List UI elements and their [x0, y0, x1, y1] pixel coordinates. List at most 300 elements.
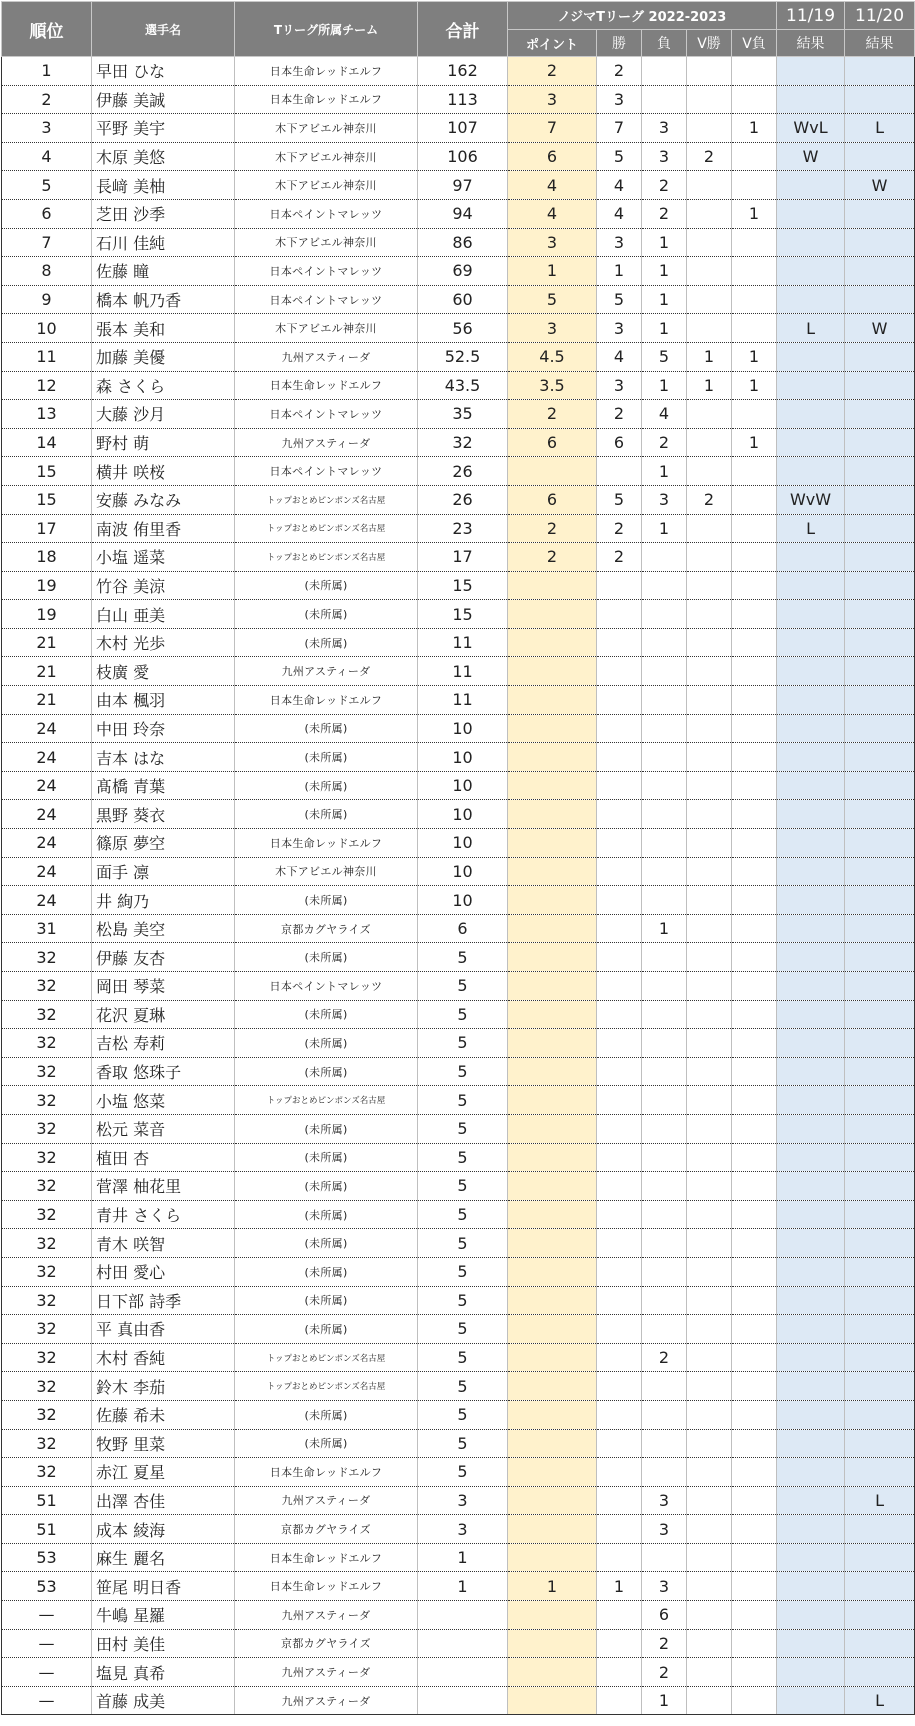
table-row [2, 428, 915, 457]
points-cell [508, 1029, 597, 1058]
total-cell: 56 [418, 314, 508, 343]
table-row [2, 543, 915, 572]
rank-cell: 24 [2, 800, 92, 829]
v-losses-cell [732, 1172, 777, 1201]
result-1119-cell [777, 972, 845, 1001]
points-cell: 4 [508, 171, 597, 200]
losses-cell [642, 1200, 687, 1229]
v-losses-cell [732, 1000, 777, 1029]
wins-cell [597, 800, 642, 829]
wins-cell [597, 857, 642, 886]
result-1120-cell [845, 1057, 915, 1086]
team-name: トップおとめピンポンズ名古屋 [235, 543, 418, 572]
team-name: 京都カグヤライズ [235, 1515, 418, 1544]
table-row [2, 1658, 915, 1687]
result-1119-cell [777, 285, 845, 314]
team-name: (未所属) [235, 1057, 418, 1086]
points-cell [508, 1286, 597, 1315]
wins-cell [597, 1601, 642, 1630]
result-1119-cell [777, 943, 845, 972]
player-name: 枝廣 愛 [92, 657, 235, 686]
wins-cell [597, 943, 642, 972]
v-wins-cell [687, 1601, 732, 1630]
player-name: 青井 さくら [92, 1200, 235, 1229]
points-cell: 4 [508, 199, 597, 228]
losses-cell: 1 [642, 457, 687, 486]
total-cell: 17 [418, 543, 508, 572]
result-1120-cell [845, 771, 915, 800]
table-row [2, 171, 915, 200]
player-name: 吉松 寿莉 [92, 1029, 235, 1058]
v-wins-cell: 1 [687, 342, 732, 371]
table-row [2, 1601, 915, 1630]
losses-cell: 1 [642, 914, 687, 943]
team-name: 日本ペイントマレッツ [235, 199, 418, 228]
total-cell: 35 [418, 400, 508, 429]
result-1119-cell [777, 1315, 845, 1344]
rank-cell: 32 [2, 1229, 92, 1258]
points-cell [508, 886, 597, 915]
player-name: 佐藤 瞳 [92, 257, 235, 286]
team-name: (未所属) [235, 1229, 418, 1258]
rank-cell: 32 [2, 1286, 92, 1315]
points-cell [508, 1343, 597, 1372]
losses-cell [642, 1057, 687, 1086]
losses-cell [642, 972, 687, 1001]
v-losses-cell [732, 657, 777, 686]
team-name: 日本生命レッドエルフ [235, 57, 418, 86]
v-wins-cell [687, 57, 732, 86]
losses-cell [642, 1143, 687, 1172]
v-wins-cell [687, 1315, 732, 1344]
points-cell: 6 [508, 485, 597, 514]
result-1120-cell [845, 400, 915, 429]
points-cell [508, 571, 597, 600]
points-cell: 6 [508, 142, 597, 171]
points-cell: 2 [508, 400, 597, 429]
table-row [2, 571, 915, 600]
v-wins-cell [687, 1515, 732, 1544]
points-cell [508, 1114, 597, 1143]
header-losses: 負 [642, 30, 687, 57]
v-losses-cell [732, 228, 777, 257]
result-1119-cell [777, 199, 845, 228]
v-losses-cell [732, 514, 777, 543]
result-1120-cell [845, 514, 915, 543]
losses-cell: 3 [642, 1515, 687, 1544]
v-wins-cell [687, 1343, 732, 1372]
wins-cell [597, 1515, 642, 1544]
points-cell [508, 1686, 597, 1715]
v-wins-cell [687, 1429, 732, 1458]
total-cell: 10 [418, 743, 508, 772]
total-cell: 10 [418, 886, 508, 915]
wins-cell [597, 1086, 642, 1115]
losses-cell: 5 [642, 342, 687, 371]
result-1119-cell [777, 1629, 845, 1658]
player-name: 塩見 真希 [92, 1658, 235, 1687]
total-cell: 10 [418, 771, 508, 800]
losses-cell [642, 1229, 687, 1258]
result-1120-cell [845, 428, 915, 457]
table-row [2, 1429, 915, 1458]
v-losses-cell [732, 714, 777, 743]
table-row [2, 771, 915, 800]
v-losses-cell [732, 257, 777, 286]
wins-cell [597, 914, 642, 943]
player-name: 伊藤 友杏 [92, 943, 235, 972]
points-cell [508, 1057, 597, 1086]
player-name: 面手 凛 [92, 857, 235, 886]
v-wins-cell [687, 199, 732, 228]
losses-cell: 2 [642, 1343, 687, 1372]
table-row [2, 857, 915, 886]
total-cell [418, 1658, 508, 1687]
team-name: 九州アスティーダ [235, 1601, 418, 1630]
wins-cell [597, 1372, 642, 1401]
player-name: 平 真由香 [92, 1315, 235, 1344]
result-1120-cell [845, 228, 915, 257]
losses-cell [642, 1257, 687, 1286]
wins-cell: 3 [597, 228, 642, 257]
wins-cell: 1 [597, 257, 642, 286]
result-1119-cell: L [777, 514, 845, 543]
header-rank: 順位 [2, 2, 92, 57]
losses-cell [642, 1286, 687, 1315]
rank-cell: 51 [2, 1486, 92, 1515]
table-row [2, 1372, 915, 1401]
wins-cell [597, 771, 642, 800]
result-1120-cell: W [845, 171, 915, 200]
player-name: 木村 光歩 [92, 628, 235, 657]
total-cell: 5 [418, 943, 508, 972]
player-name: 松元 菜音 [92, 1114, 235, 1143]
total-cell: 1 [418, 1572, 508, 1601]
table-row [2, 657, 915, 686]
v-wins-cell [687, 1000, 732, 1029]
v-wins-cell [687, 228, 732, 257]
team-name: (未所属) [235, 1429, 418, 1458]
table-row [2, 1057, 915, 1086]
v-losses-cell [732, 400, 777, 429]
wins-cell: 5 [597, 485, 642, 514]
wins-cell: 4 [597, 171, 642, 200]
player-name: 長﨑 美柚 [92, 171, 235, 200]
rank-cell: 32 [2, 1029, 92, 1058]
team-name: (未所属) [235, 1029, 418, 1058]
result-1120-cell [845, 199, 915, 228]
v-losses-cell [732, 943, 777, 972]
v-wins-cell [687, 1286, 732, 1315]
points-cell [508, 600, 597, 629]
v-wins-cell [687, 114, 732, 143]
wins-cell [597, 1029, 642, 1058]
total-cell: 3 [418, 1515, 508, 1544]
total-cell: 32 [418, 428, 508, 457]
losses-cell [642, 57, 687, 86]
points-cell [508, 1486, 597, 1515]
team-name: (未所属) [235, 1286, 418, 1315]
team-name: 日本生命レッドエルフ [235, 829, 418, 858]
total-cell [418, 1601, 508, 1630]
team-name: (未所属) [235, 743, 418, 772]
losses-cell [642, 943, 687, 972]
rank-cell: 6 [2, 199, 92, 228]
rank-cell: 21 [2, 657, 92, 686]
wins-cell [597, 457, 642, 486]
v-wins-cell [687, 1229, 732, 1258]
points-cell [508, 1429, 597, 1458]
points-cell [508, 1629, 597, 1658]
result-1120-cell [845, 1658, 915, 1687]
wins-cell [597, 743, 642, 772]
rank-cell: 10 [2, 314, 92, 343]
v-wins-cell [687, 285, 732, 314]
rank-cell: 32 [2, 1429, 92, 1458]
result-1120-cell [845, 142, 915, 171]
player-name: 石川 佳純 [92, 228, 235, 257]
total-cell: 107 [418, 114, 508, 143]
rank-cell: 32 [2, 1057, 92, 1086]
v-losses-cell [732, 1057, 777, 1086]
v-losses-cell [732, 914, 777, 943]
v-losses-cell [732, 600, 777, 629]
points-cell [508, 714, 597, 743]
v-losses-cell [732, 1029, 777, 1058]
table-row [2, 342, 915, 371]
result-1120-cell [845, 485, 915, 514]
result-1120-cell [845, 1429, 915, 1458]
result-1119-cell [777, 1372, 845, 1401]
table-row [2, 1458, 915, 1487]
wins-cell [597, 686, 642, 715]
player-name: 小塩 悠菜 [92, 1086, 235, 1115]
wins-cell: 2 [597, 57, 642, 86]
wins-cell [597, 1429, 642, 1458]
total-cell: 5 [418, 1000, 508, 1029]
v-losses-cell [732, 57, 777, 86]
table-row [2, 228, 915, 257]
total-cell [418, 1686, 508, 1715]
header-team: Tリーグ所属チーム [235, 2, 418, 57]
rank-cell: — [2, 1686, 92, 1715]
total-cell: 5 [418, 1143, 508, 1172]
player-name: 植田 杏 [92, 1143, 235, 1172]
wins-cell [597, 1257, 642, 1286]
result-1120-cell [845, 1343, 915, 1372]
result-1120-cell [845, 628, 915, 657]
result-1119-cell: L [777, 314, 845, 343]
result-1119-cell [777, 1286, 845, 1315]
total-cell: 5 [418, 1200, 508, 1229]
v-losses-cell: 1 [732, 199, 777, 228]
result-1120-cell [845, 600, 915, 629]
total-cell: 5 [418, 1286, 508, 1315]
wins-cell [597, 1286, 642, 1315]
rank-cell: 15 [2, 457, 92, 486]
result-1119-cell [777, 571, 845, 600]
rank-cell: 4 [2, 142, 92, 171]
team-name: (未所属) [235, 1114, 418, 1143]
losses-cell: 2 [642, 428, 687, 457]
wins-cell [597, 1629, 642, 1658]
losses-cell: 1 [642, 1686, 687, 1715]
team-name: 木下アビエル神奈川 [235, 314, 418, 343]
result-1120-cell [845, 457, 915, 486]
total-cell: 10 [418, 857, 508, 886]
team-name: 九州アスティーダ [235, 1486, 418, 1515]
v-losses-cell [732, 829, 777, 858]
team-name: 木下アビエル神奈川 [235, 142, 418, 171]
result-1119-cell [777, 600, 845, 629]
losses-cell: 2 [642, 199, 687, 228]
result-1120-cell [845, 1372, 915, 1401]
player-name: 香取 悠珠子 [92, 1057, 235, 1086]
table-row [2, 1000, 915, 1029]
points-cell [508, 628, 597, 657]
losses-cell [642, 1172, 687, 1201]
v-wins-cell: 2 [687, 142, 732, 171]
v-losses-cell [732, 1315, 777, 1344]
rank-cell: 32 [2, 1400, 92, 1429]
result-1119-cell [777, 1200, 845, 1229]
table-row [2, 1172, 915, 1201]
total-cell: 15 [418, 571, 508, 600]
v-wins-cell [687, 85, 732, 114]
result-1119-cell [777, 1515, 845, 1544]
points-cell [508, 686, 597, 715]
result-1120-cell [845, 886, 915, 915]
points-cell [508, 914, 597, 943]
result-1119-cell [777, 1400, 845, 1429]
wins-cell: 6 [597, 428, 642, 457]
table-row [2, 514, 915, 543]
table-row [2, 400, 915, 429]
rank-cell: 32 [2, 1172, 92, 1201]
player-name: 笹尾 明日香 [92, 1572, 235, 1601]
points-cell [508, 1143, 597, 1172]
table-row [2, 1143, 915, 1172]
total-cell [418, 1629, 508, 1658]
total-cell: 10 [418, 800, 508, 829]
v-wins-cell [687, 257, 732, 286]
player-name: 由本 楓羽 [92, 686, 235, 715]
losses-cell [642, 800, 687, 829]
table-row [2, 1029, 915, 1058]
rank-cell: 53 [2, 1572, 92, 1601]
result-1120-cell [845, 1143, 915, 1172]
result-1120-cell [845, 743, 915, 772]
result-1119-cell [777, 743, 845, 772]
player-name: 成本 綾海 [92, 1515, 235, 1544]
v-wins-cell [687, 743, 732, 772]
wins-cell [597, 1486, 642, 1515]
rank-cell: 32 [2, 972, 92, 1001]
v-wins-cell [687, 628, 732, 657]
header-date-1119: 11/19 [777, 2, 845, 30]
rank-cell: 2 [2, 85, 92, 114]
losses-cell: 2 [642, 171, 687, 200]
points-cell [508, 1515, 597, 1544]
result-1120-cell: L [845, 1486, 915, 1515]
table-row [2, 914, 915, 943]
result-1120-cell [845, 1086, 915, 1115]
team-name: (未所属) [235, 771, 418, 800]
losses-cell: 3 [642, 142, 687, 171]
v-wins-cell: 1 [687, 371, 732, 400]
result-1119-cell [777, 1172, 845, 1201]
result-1120-cell [845, 1315, 915, 1344]
total-cell: 94 [418, 199, 508, 228]
v-losses-cell [732, 543, 777, 572]
table-row [2, 886, 915, 915]
result-1120-cell [845, 1572, 915, 1601]
player-name: 平野 美宇 [92, 114, 235, 143]
rank-cell: 15 [2, 485, 92, 514]
v-losses-cell [732, 1658, 777, 1687]
points-cell: 2 [508, 543, 597, 572]
team-name: (未所属) [235, 714, 418, 743]
team-name: 日本生命レッドエルフ [235, 371, 418, 400]
v-losses-cell: 1 [732, 342, 777, 371]
ranking-table [1, 1, 915, 1715]
losses-cell [642, 85, 687, 114]
header-date-1120: 11/20 [845, 2, 915, 30]
team-name: トップおとめピンポンズ名古屋 [235, 514, 418, 543]
wins-cell [597, 1658, 642, 1687]
rank-cell: 32 [2, 1257, 92, 1286]
result-1119-cell [777, 257, 845, 286]
v-wins-cell [687, 400, 732, 429]
table-row [2, 714, 915, 743]
rank-cell: 19 [2, 571, 92, 600]
wins-cell [597, 1000, 642, 1029]
table-row [2, 285, 915, 314]
result-1119-cell [777, 771, 845, 800]
points-cell [508, 1315, 597, 1344]
points-cell [508, 1200, 597, 1229]
losses-cell: 1 [642, 371, 687, 400]
rank-cell: 21 [2, 686, 92, 715]
result-1119-cell [777, 543, 845, 572]
wins-cell: 1 [597, 1572, 642, 1601]
player-name: 小塩 遥菜 [92, 543, 235, 572]
table-row [2, 1543, 915, 1572]
points-cell [508, 771, 597, 800]
total-cell: 5 [418, 1372, 508, 1401]
player-name: 鈴木 李茄 [92, 1372, 235, 1401]
v-losses-cell [732, 1086, 777, 1115]
result-1119-cell [777, 400, 845, 429]
wins-cell: 2 [597, 543, 642, 572]
v-losses-cell [732, 1400, 777, 1429]
wins-cell [597, 972, 642, 1001]
result-1120-cell [845, 1400, 915, 1429]
v-losses-cell: 1 [732, 114, 777, 143]
header-points: ポイント [508, 30, 597, 57]
v-wins-cell [687, 1257, 732, 1286]
total-cell: 97 [418, 171, 508, 200]
table-row [2, 57, 915, 86]
v-wins-cell [687, 1172, 732, 1201]
team-name: 九州アスティーダ [235, 657, 418, 686]
losses-cell [642, 829, 687, 858]
v-losses-cell [732, 171, 777, 200]
result-1119-cell: WvL [777, 114, 845, 143]
table-row [2, 371, 915, 400]
losses-cell [642, 1458, 687, 1487]
result-1120-cell [845, 714, 915, 743]
